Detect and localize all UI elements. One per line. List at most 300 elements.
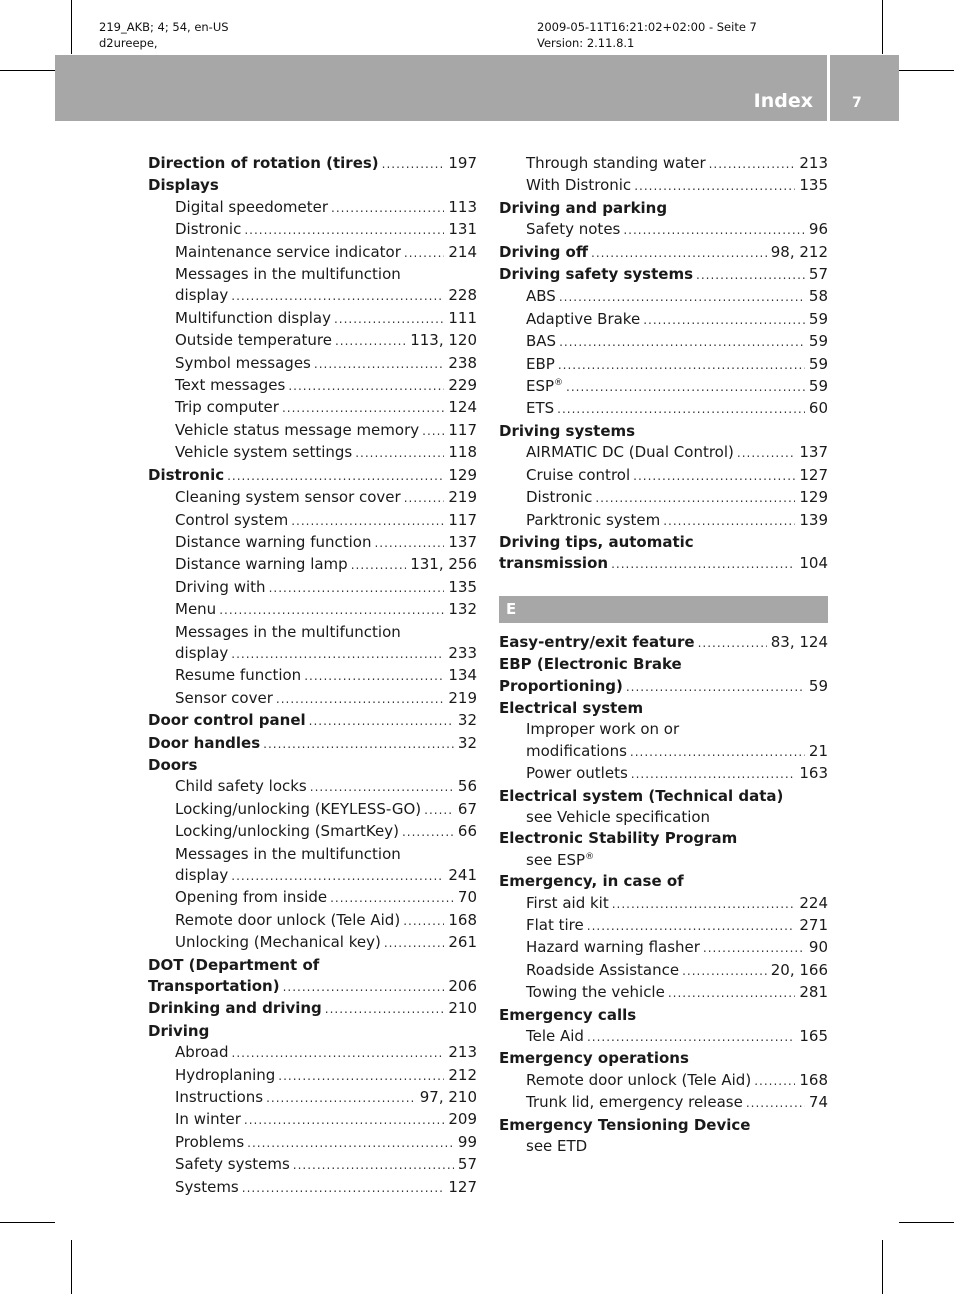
entry-page-ref: 163	[799, 764, 828, 783]
entry-text: Opening from inside	[175, 888, 328, 907]
entry-label	[175, 330, 332, 351]
index-entry	[148, 755, 477, 776]
entry-page-ref: 74	[808, 1093, 828, 1112]
dot-leader	[557, 399, 805, 420]
index-subentry	[148, 599, 477, 621]
page-title: Index	[753, 90, 813, 112]
entry-text: Abroad	[175, 1043, 229, 1062]
index-subentry	[148, 776, 477, 798]
index-subentry	[148, 622, 477, 643]
entry-label	[175, 599, 216, 620]
entry-text: see Vehicle specification	[526, 807, 711, 826]
entry-label	[175, 821, 399, 842]
dot-leader	[266, 1088, 416, 1109]
entry-page-ref: 98, 212	[770, 242, 828, 261]
entry-label	[175, 932, 381, 953]
index-subentry	[148, 420, 477, 442]
entry-label	[526, 1070, 751, 1091]
dot-leader	[631, 764, 796, 785]
dot-leader	[231, 286, 444, 307]
index-subentry	[148, 1087, 477, 1109]
entry-text: AIRMATIC DC (Dual Control)	[526, 443, 734, 462]
entry-text: ESP	[526, 377, 555, 396]
index-entry	[499, 532, 828, 553]
dot-leader	[232, 1043, 445, 1064]
entry-page-ref: 131	[448, 220, 477, 239]
entry-text: EBP	[526, 354, 555, 373]
dot-leader	[310, 777, 454, 798]
entry-label	[499, 1048, 689, 1069]
entry-label	[526, 510, 660, 531]
entry-page-ref: 137	[799, 443, 828, 462]
entry-page-ref: 213	[799, 154, 828, 172]
entry-label	[175, 1087, 263, 1108]
dot-leader	[633, 466, 795, 487]
entry-text: Direction of rotation (tires)	[148, 154, 379, 172]
index-subentry	[148, 308, 477, 330]
index-subentry	[148, 242, 477, 264]
index-subentry	[499, 960, 828, 982]
entry-text: Transportation)	[148, 977, 280, 996]
entry-page-ref: 113	[448, 197, 477, 216]
entry-text: Outside temperature	[175, 331, 332, 350]
entry-label	[175, 1065, 275, 1086]
entry-label	[175, 242, 401, 263]
dot-leader	[330, 888, 454, 909]
index-entry	[499, 1115, 828, 1136]
entry-page-ref: 57	[808, 265, 828, 284]
dot-leader	[559, 287, 805, 308]
entry-page-ref: 165	[799, 1027, 828, 1046]
entry-text: Adaptive Brake	[526, 309, 641, 328]
dot-leader	[754, 1071, 795, 1092]
index-subentry	[148, 375, 477, 397]
entry-label	[175, 910, 400, 931]
entry-label	[526, 893, 609, 914]
index-subentry	[148, 799, 477, 821]
entry-page-ref: 56	[457, 777, 477, 796]
entry-text: With Distronic	[526, 176, 632, 195]
dot-leader	[558, 355, 805, 376]
entry-page-ref: 135	[799, 176, 828, 195]
dot-leader	[703, 938, 805, 959]
entry-page-ref: 219	[448, 488, 477, 507]
entry-label	[526, 1026, 584, 1047]
index-subentry	[148, 1065, 477, 1087]
entry-text: EBP (Electronic Brake	[499, 655, 682, 674]
dot-leader	[244, 1110, 444, 1131]
entry-page-ref: 238	[448, 353, 477, 372]
entry-text: Cruise control	[526, 465, 631, 484]
entry-text: Electrical system (Technical data)	[499, 786, 784, 805]
entry-text: Distance warning lamp	[175, 555, 348, 574]
entry-label	[175, 308, 331, 329]
entry-text: Driving and parking	[499, 198, 668, 217]
dot-leader	[709, 154, 796, 175]
dot-leader	[424, 800, 454, 821]
entry-text: Unlocking (Mechanical key)	[175, 933, 381, 952]
index-subentry	[499, 937, 828, 959]
entry-page-ref: 229	[448, 376, 477, 395]
index-subentry	[148, 688, 477, 710]
dot-leader	[335, 331, 406, 352]
index-subentry	[148, 1109, 477, 1131]
entry-label	[175, 665, 301, 686]
dot-leader	[382, 154, 445, 175]
entry-label	[175, 776, 307, 797]
index-subentry	[499, 219, 828, 241]
dot-leader	[282, 398, 444, 419]
entry-page-ref: 135	[448, 577, 477, 596]
entry-text: Problems	[175, 1132, 245, 1151]
entry-page-ref: 168	[799, 1070, 828, 1089]
index-subentry	[499, 1026, 828, 1048]
entry-page-ref: 58	[808, 287, 828, 306]
entry-label	[175, 844, 401, 865]
entry-label	[526, 741, 627, 762]
index-subentry	[499, 331, 828, 353]
entry-text: modifications	[526, 741, 627, 760]
dot-leader	[247, 1133, 454, 1154]
meta-line: d2ureepe,	[99, 36, 158, 50]
crop-mark	[0, 1222, 55, 1223]
entry-label	[499, 1005, 636, 1026]
entry-page-ref: 59	[808, 332, 828, 351]
entry-label	[175, 442, 352, 463]
entry-label	[175, 799, 421, 820]
dot-leader	[595, 488, 795, 509]
index-subentry	[148, 510, 477, 532]
entry-label	[526, 465, 630, 486]
section-letter: E	[506, 599, 517, 618]
dot-leader	[314, 354, 444, 375]
entry-page-ref: 129	[799, 488, 828, 507]
index-entry	[499, 828, 828, 849]
entry-page-ref: 21	[808, 741, 828, 760]
entry-text: Driving with	[175, 577, 266, 596]
index-entry	[499, 786, 828, 807]
entry-text: Parktronic system	[526, 510, 661, 529]
index-subentry	[499, 309, 828, 331]
entry-label	[499, 532, 694, 553]
crop-mark	[71, 0, 72, 54]
entry-label	[175, 397, 279, 418]
entry-page-ref: 209	[448, 1110, 477, 1129]
dot-leader	[263, 734, 454, 755]
index-entry	[499, 654, 828, 675]
entry-page-ref: 132	[448, 600, 477, 619]
entry-page-ref: 57	[457, 1155, 477, 1174]
entry-label	[148, 153, 379, 174]
entry-text: Driving systems	[499, 421, 636, 440]
entry-text: Child safety locks	[175, 777, 307, 796]
entry-text: BAS	[526, 332, 557, 351]
entry-page-ref: 168	[448, 910, 477, 929]
entry-text: Towing the vehicle	[526, 983, 665, 1002]
entry-page-ref: 124	[448, 398, 477, 417]
entry-page-ref: 127	[448, 1177, 477, 1196]
dot-leader	[244, 220, 444, 241]
dot-leader	[278, 1066, 444, 1087]
dot-leader	[587, 916, 796, 937]
index-subentry	[148, 665, 477, 687]
entry-text: Systems	[175, 1177, 239, 1196]
entry-text: Trunk lid, emergency release	[526, 1093, 743, 1112]
index-group-e	[499, 632, 828, 1158]
entry-label	[175, 865, 228, 886]
index-subentry	[499, 893, 828, 915]
dot-leader	[422, 421, 444, 442]
entry-text: Resume function	[175, 666, 302, 685]
dot-leader	[231, 644, 444, 665]
dot-leader	[384, 933, 445, 954]
print-meta-right	[537, 19, 757, 51]
entry-text: Easy-entry/exit feature	[499, 632, 695, 651]
index-subentry	[148, 285, 477, 307]
meta-line: 219_AKB; 4; 54, en-US	[99, 20, 229, 34]
entry-label	[526, 937, 700, 958]
entry-page-ref: 113, 120	[410, 331, 477, 350]
entry-text: Distronic	[175, 220, 242, 239]
entry-label	[175, 510, 288, 531]
entry-page-ref: 96	[808, 220, 828, 239]
entry-page-ref: 117	[448, 420, 477, 439]
dot-leader	[309, 711, 454, 732]
index-entry	[499, 198, 828, 219]
dot-leader	[227, 466, 444, 487]
entry-text: Tele Aid	[526, 1027, 584, 1046]
index-subentry	[148, 844, 477, 865]
index-entry	[499, 242, 828, 264]
index-subentry	[499, 982, 828, 1004]
dot-leader	[291, 511, 444, 532]
entry-text: Locking/unlocking (SmartKey)	[175, 822, 399, 841]
entry-page-ref: 59	[808, 377, 828, 396]
entry-label	[175, 688, 273, 709]
entry-text: Flat tire	[526, 916, 584, 934]
index-subentry	[499, 510, 828, 532]
entry-label	[175, 487, 401, 508]
entry-label	[499, 871, 684, 892]
entry-page-ref: 224	[799, 893, 828, 912]
entry-page-ref: 127	[799, 465, 828, 484]
index-subentry	[148, 865, 477, 887]
entry-label	[148, 710, 306, 731]
entry-label	[148, 733, 260, 754]
entry-label	[148, 976, 280, 997]
entry-text: Remote door unlock (Tele Aid)	[175, 910, 401, 929]
entry-label	[175, 264, 401, 285]
index-subentry	[148, 1177, 477, 1199]
entry-page-ref: 281	[799, 983, 828, 1002]
entry-label	[499, 264, 693, 285]
entry-page-ref: 261	[448, 933, 477, 952]
index-entry	[148, 465, 477, 487]
entry-text: Trip computer	[175, 398, 279, 417]
index-subentry	[148, 932, 477, 954]
index-subentry	[499, 763, 828, 785]
entry-label	[499, 421, 635, 442]
dot-leader	[737, 443, 795, 464]
entry-text: Distronic	[526, 488, 593, 507]
entry-label	[175, 1154, 290, 1175]
index-subentry	[148, 554, 477, 576]
index-entry	[148, 153, 477, 175]
entry-page-ref: 32	[457, 733, 477, 752]
entry-label	[175, 219, 241, 240]
dot-leader	[559, 332, 805, 353]
entry-label	[175, 887, 327, 908]
dot-leader	[242, 1178, 445, 1199]
entry-text: Safety notes	[526, 220, 621, 239]
entry-text: Cleaning system sensor cover	[175, 488, 401, 507]
entry-label	[499, 1115, 750, 1136]
entry-page-ref: 99	[457, 1132, 477, 1151]
entry-text: Driving tips, automatic	[499, 532, 694, 551]
index-entry	[499, 1005, 828, 1026]
entry-page-ref: 66	[457, 822, 477, 841]
crop-mark	[882, 1240, 883, 1294]
dot-leader	[403, 911, 444, 932]
entry-label	[526, 354, 555, 375]
entry-page-ref: 118	[448, 443, 477, 462]
entry-label	[499, 698, 643, 719]
entry-text: Menu	[175, 600, 217, 619]
index-subentry	[148, 1132, 477, 1154]
index-column-left	[148, 153, 477, 1199]
entry-label	[499, 242, 588, 263]
entry-label	[526, 807, 710, 828]
entry-page-ref: 117	[448, 510, 477, 529]
index-subentry	[499, 398, 828, 420]
dot-leader	[351, 555, 407, 576]
entry-label	[175, 1177, 239, 1198]
crop-mark	[882, 0, 883, 54]
entry-label	[148, 175, 219, 196]
entry-text: Symbol messages	[175, 353, 311, 372]
entry-text: Through standing water	[526, 154, 706, 172]
entry-text: ETS	[526, 399, 555, 418]
entry-page-ref: 83, 124	[770, 632, 828, 651]
entry-text: see ETD	[526, 1137, 588, 1156]
entry-label	[148, 755, 197, 776]
index-subentry	[499, 153, 828, 175]
entry-label	[499, 198, 667, 219]
entry-page-ref: 32	[457, 711, 477, 730]
index-entry	[499, 553, 828, 575]
entry-page-ref: 213	[448, 1043, 477, 1062]
entry-page-ref: 219	[448, 688, 477, 707]
entry-text: Maintenance service indicator	[175, 242, 401, 261]
registered-mark: ®	[554, 378, 564, 389]
dot-leader	[276, 689, 444, 710]
dot-leader	[591, 243, 767, 264]
entry-page-ref: 131, 256	[410, 555, 477, 574]
index-entry	[148, 1021, 477, 1042]
index-subentry	[499, 465, 828, 487]
entry-page-ref: 67	[457, 799, 477, 818]
entry-label	[526, 309, 640, 330]
dot-leader	[698, 633, 767, 654]
entry-label	[175, 532, 371, 553]
index-subentry	[499, 354, 828, 376]
entry-label	[499, 632, 695, 653]
entry-label	[175, 554, 348, 575]
entry-label	[526, 442, 734, 463]
header-band	[55, 55, 827, 121]
entry-page-ref: 241	[448, 866, 477, 884]
entry-text: Distance warning function	[175, 532, 372, 551]
page-number: 7	[852, 95, 862, 111]
index-subentry	[499, 376, 828, 398]
entry-text: Digital speedometer	[175, 197, 329, 216]
entry-label	[175, 1132, 244, 1153]
dot-leader	[231, 866, 444, 887]
entry-label	[526, 763, 628, 784]
entry-text: Driving safety systems	[499, 265, 694, 284]
dot-leader	[682, 961, 767, 982]
dot-leader	[331, 198, 444, 219]
dot-leader	[566, 377, 805, 398]
index-entry	[499, 1048, 828, 1069]
entry-text: Safety systems	[175, 1155, 290, 1174]
entry-page-ref: 59	[808, 354, 828, 373]
dot-leader	[643, 310, 805, 331]
index-subentry	[148, 643, 477, 665]
entry-label	[175, 353, 311, 374]
dot-leader	[325, 999, 445, 1020]
index-entry	[148, 733, 477, 755]
index-entry	[499, 698, 828, 719]
dot-leader	[668, 983, 796, 1004]
entry-page-ref: 104	[799, 554, 828, 573]
entry-label	[499, 553, 608, 574]
entry-text: transmission	[499, 554, 609, 573]
print-meta-left	[99, 19, 229, 51]
dot-leader	[612, 894, 796, 915]
entry-label	[526, 219, 620, 240]
dot-leader	[611, 554, 795, 575]
entry-text: Sensor cover	[175, 688, 273, 707]
entry-text: Text messages	[175, 376, 286, 395]
entry-text: Emergency, in case of	[499, 872, 684, 891]
index-subentry	[148, 487, 477, 509]
entry-text: Emergency Tensioning Device	[499, 1115, 751, 1134]
entry-text: Driving off	[499, 242, 589, 261]
entry-label	[526, 719, 679, 740]
entry-page-ref: 197	[448, 154, 477, 172]
index-subentry	[148, 577, 477, 599]
entry-label	[526, 487, 592, 508]
entry-label	[175, 643, 228, 664]
dot-leader	[269, 578, 445, 599]
dot-leader	[293, 1155, 454, 1176]
entry-page-ref: 210	[448, 999, 477, 1018]
index-subentry	[499, 487, 828, 509]
entry-text: Distronic	[148, 465, 225, 484]
entry-label	[526, 153, 706, 174]
entry-page-ref: 271	[799, 916, 828, 934]
index-subentry	[148, 219, 477, 241]
dot-leader	[283, 977, 445, 998]
entry-text: Displays	[148, 176, 219, 195]
entry-text: Power outlets	[526, 764, 628, 783]
crop-mark	[0, 70, 55, 71]
index-subentry	[499, 1136, 828, 1157]
entry-label	[175, 1109, 241, 1130]
dot-leader	[355, 443, 444, 464]
index-entry	[148, 710, 477, 732]
